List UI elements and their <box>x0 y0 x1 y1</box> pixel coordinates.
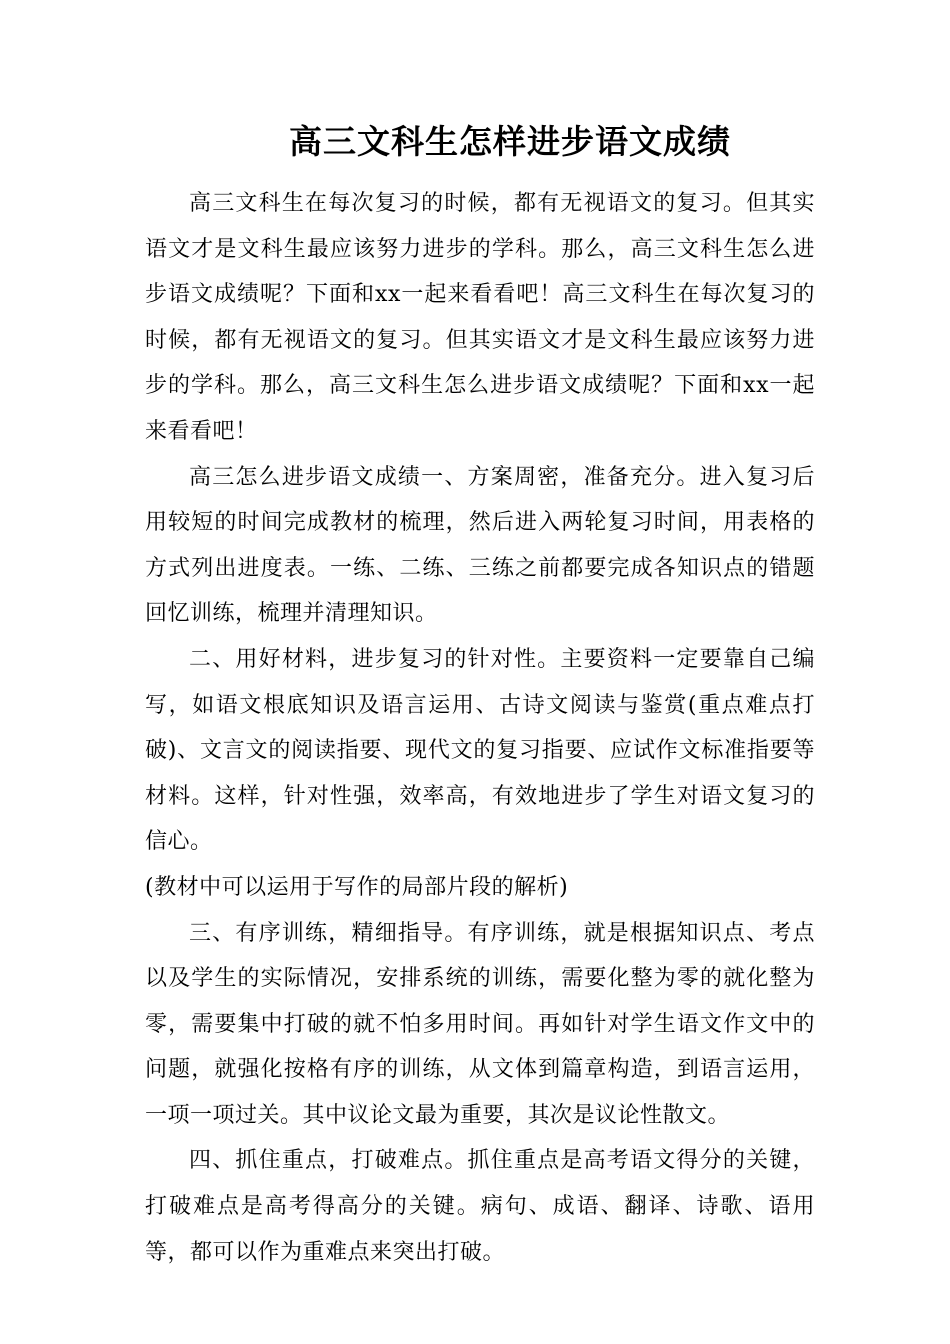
paragraph-point-2: 二、用好材料，进步复习的针对性。主要资料一定要靠自己编写，如语文根底知识及语言运用、古诗文阅读与鉴赏(重点难点打破)、文言文的阅读指要、现代文的复习指要、应试作文标准指要等材料。这样，针对性强，效率高，有效地进步了学生对语文复习的信心。 <box>145 646 815 855</box>
document-title: 高三文科生怎样进步语文成绩 <box>289 122 731 161</box>
paragraph-point-3: 三、有序训练，精细指导。有序训练，就是根据知识点、考点以及学生的实际情况，安排系统的训练，需要化整为零的就化整为零，需要集中打破的就不怕多用时间。再如针对学生语文作文中的问题，就强化按格有序的训练，从文体到篇章构造，到语言运用，一项一项过关。其中议论文最为重要，其次是议论性散文。 <box>145 920 815 1128</box>
paragraph-point-1: 高三怎么进步语文成绩一、方案周密，准备充分。进入复习后用较短的时间完成教材的梳理，然后进入两轮复习时间，用表格的方式列出进度表。一练、二练、三练之前都要完成各知识点的错题回忆训练，梳理并清理知识。 <box>145 464 815 627</box>
paragraph-note: (教材中可以运用于写作的局部片段的解析) <box>145 874 569 900</box>
document-body <box>145 181 815 1275</box>
paragraph-intro: 高三文科生在每次复习的时候，都有无视语文的复习。但其实语文才是文科生最应该努力进步的学科。那么，高三文科生怎么进步语文成绩呢？下面和xx一起来看看吧！高三文科生在每次复习的时候，都有无视语文的复习。但其实语文才是文科生最应该努力进步的学科。那么，高三文科生怎么进步语文成绩呢？下面和xx一起来看看吧！ <box>145 191 815 444</box>
paragraph-point-4: 四、抓住重点，打破难点。抓住重点是高考语文得分的关键，打破难点是高考得高分的关键。病句、成语、翻译、诗歌、语用等，都可以作为重难点来突出打破。 <box>145 1148 815 1265</box>
